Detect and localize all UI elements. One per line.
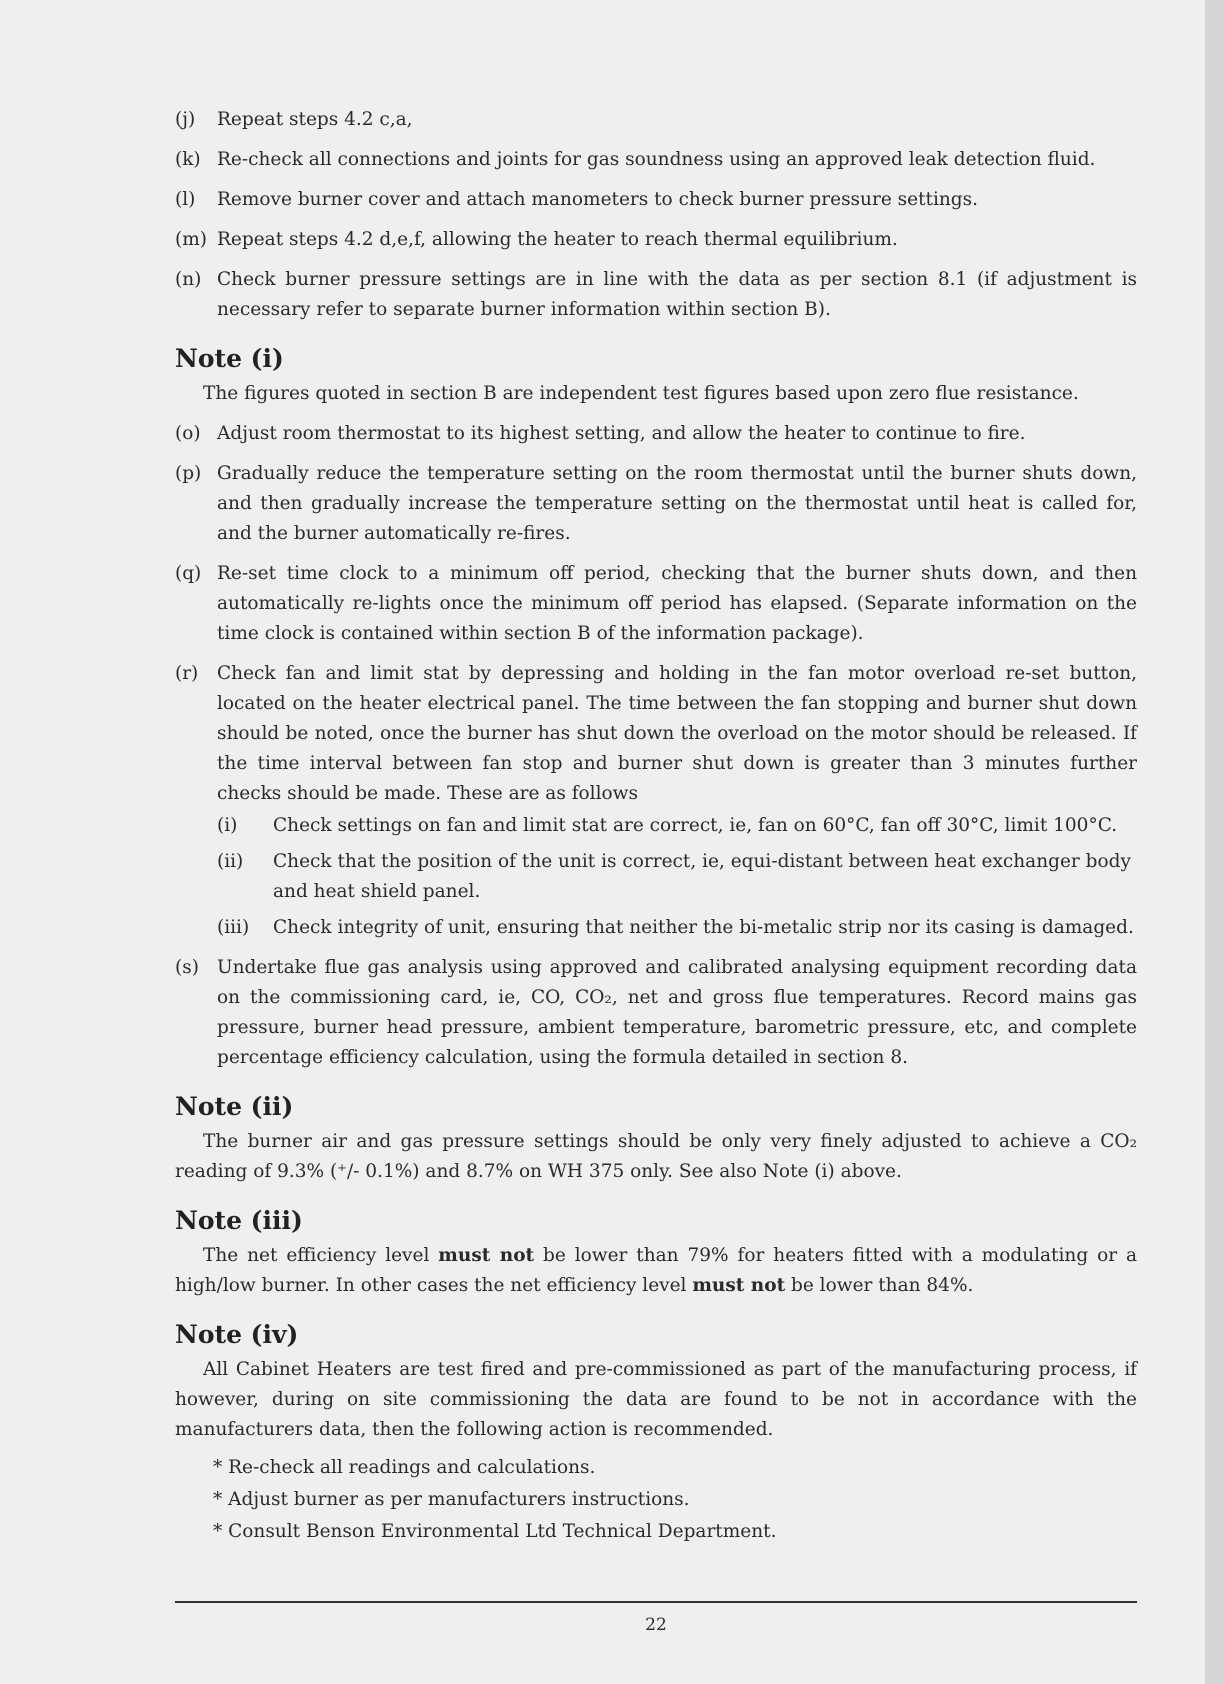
note-text: be lower than 79% for heaters fitted with a modulating or a high/low burner. In other cases the net efficiency level <box>175 1245 1137 1296</box>
sub-step-text: Check settings on fan and limit stat are correct, ie, fan on 60°C, fan off 30°C, limit 100°C. <box>273 815 1118 836</box>
list-item: * Re-check all readings and calculations. <box>213 1457 596 1478</box>
step-text: Repeat steps 4.2 c,a, <box>217 109 413 130</box>
step-item <box>175 659 1137 943</box>
sub-step-item <box>217 913 1137 943</box>
emphasis-text: must not <box>438 1245 535 1266</box>
sub-step-item <box>217 811 1137 841</box>
note-heading: Note (iii) <box>175 1206 303 1235</box>
step-item <box>175 419 1137 449</box>
note-heading: Note (ii) <box>175 1092 294 1121</box>
step-item <box>175 265 1137 325</box>
sub-step-text: Check that the position of the unit is correct, ie, equi-distant between heat exchanger body and heat shield panel. <box>273 851 1131 902</box>
note-heading: Note (i) <box>175 344 284 373</box>
note-text: be lower than 84%. <box>785 1275 974 1296</box>
note-heading: Note (iv) <box>175 1320 299 1349</box>
sub-step-label: (i) <box>217 815 238 836</box>
step-item <box>175 225 1137 255</box>
note-text: The net efficiency level <box>203 1245 439 1266</box>
step-label: (o) <box>175 423 201 444</box>
step-item <box>175 459 1137 549</box>
step-text: Undertake flue gas analysis using approved and calibrated analysing equipment recording data on the commissioning card, ie, CO, CO₂, net and gross flue temperatures. Record mains gas pressure, burner head pressure, ambient temperature, barometric pressure, etc, and complete percentage efficiency calculation, using the formula detailed in section 8. <box>217 957 1137 1068</box>
step-text: Remove burner cover and attach manometers to check burner pressure settings. <box>217 189 979 210</box>
step-item <box>175 105 1137 135</box>
step-text: Check burner pressure settings are in line with the data as per section 8.1 (if adjustment is necessary refer to separate burner information within section B). <box>217 269 1137 320</box>
step-item <box>175 185 1137 215</box>
sub-step-label: (iii) <box>217 917 250 938</box>
page-number: 22 <box>645 1615 667 1635</box>
footer-rule <box>175 1601 1137 1603</box>
step-text: Re-set time clock to a minimum off period, checking that the burner shuts down, and then automatically re-lights once the minimum off period has elapsed. (Separate information on the time clock is contained within section B of the information package). <box>217 563 1137 644</box>
step-label: (p) <box>175 463 202 484</box>
step-label: (q) <box>175 563 202 584</box>
step-label: (j) <box>175 109 196 130</box>
step-item <box>175 953 1137 1073</box>
step-item <box>175 559 1137 649</box>
emphasis-text: must not <box>692 1275 786 1296</box>
recommended-actions-list <box>175 1453 1137 1547</box>
step-label: (k) <box>175 149 201 170</box>
note-body <box>175 1241 1137 1301</box>
step-text: Check fan and limit stat by depressing and holding in the fan motor overload re-set button, located on the heater electrical panel. The time between the fan stopping and burner shut down should be noted, once the burner has shut down the overload on the motor should be released. If the time interval between fan stop and burner shut down is greater than 3 minutes further checks should be made. These are as follows <box>217 663 1137 804</box>
list-item: * Adjust burner as per manufacturers instructions. <box>213 1489 690 1510</box>
step-text: Adjust room thermostat to its highest setting, and allow the heater to continue to fire. <box>217 423 1026 444</box>
step-label: (n) <box>175 269 202 290</box>
step-text: Re-check all connections and joints for gas soundness using an approved leak detection fluid. <box>217 149 1096 170</box>
note-body: All Cabinet Heaters are test fired and pre-commissioned as part of the manufacturing process, if however, during on site commissioning the data are found to be not in accordance with the manufacturers data, then the following action is recommended. <box>175 1359 1137 1440</box>
sub-step-list <box>217 811 1137 943</box>
step-label: (m) <box>175 229 207 250</box>
step-item <box>175 145 1137 175</box>
page-content <box>175 105 1137 1549</box>
sub-step-text: Check integrity of unit, ensuring that neither the bi-metalic strip nor its casing is damaged. <box>273 917 1134 938</box>
step-text: Repeat steps 4.2 d,e,f, allowing the heater to reach thermal equilibrium. <box>217 229 898 250</box>
sub-step-item <box>217 847 1137 907</box>
step-label: (s) <box>175 957 199 978</box>
note-body: The figures quoted in section B are independent test figures based upon zero flue resistance. <box>203 383 1079 404</box>
step-label: (r) <box>175 663 199 684</box>
list-item: * Consult Benson Environmental Ltd Technical Department. <box>213 1521 777 1542</box>
sub-step-label: (ii) <box>217 851 244 872</box>
page-edge-shadow <box>1205 0 1224 1684</box>
note-body: The burner air and gas pressure settings should be only very finely adjusted to achieve a CO₂ reading of 9.3% (⁺/- 0.1%) and 8.7% on WH 375 only. See also Note (i) above. <box>175 1131 1137 1182</box>
step-text: Gradually reduce the temperature setting on the room thermostat until the burner shuts down, and then gradually increase the temperature setting on the thermostat until heat is called for, and the burner automatically re-fires. <box>217 463 1137 544</box>
step-label: (l) <box>175 189 196 210</box>
